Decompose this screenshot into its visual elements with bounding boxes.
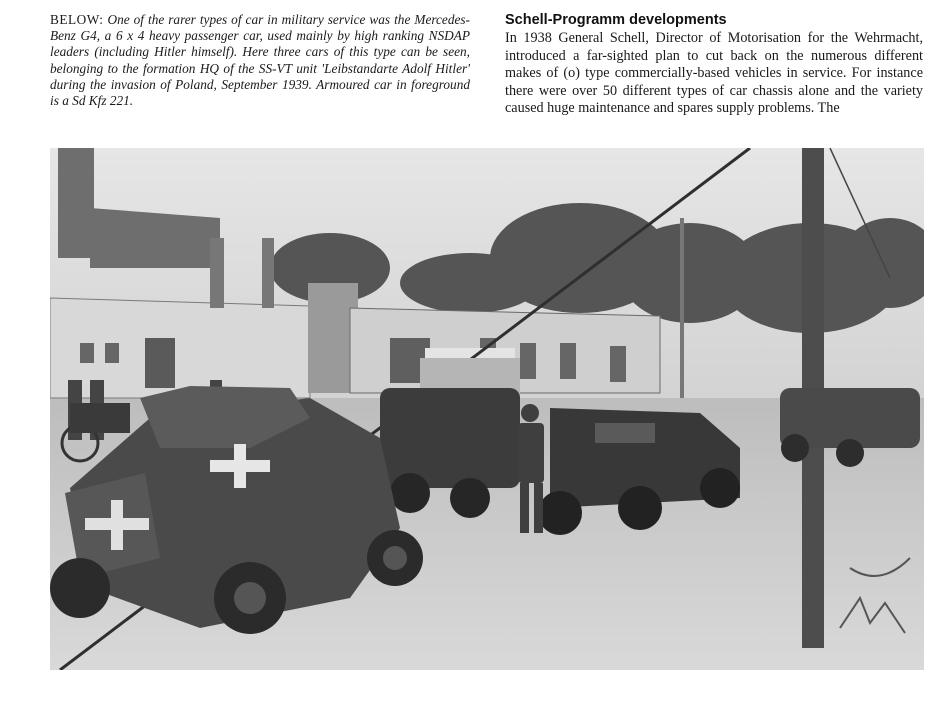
caption-text: One of the rarer types of car in military service was the Mercedes-Benz G4, a 6 x 4 heavy passenger car, used mainly by high ranking NSDAP leaders (including Hitler himself). Here three cars of this type can be seen, belonging to the formation HQ of the SS-VT unit 'Leibstandarte Adolf Hitler' during the invasion of Poland, September 1939. Armoured car in foreground is a Sd Kfz 221. (50, 12, 470, 109)
section-heading: Schell-Programm developments (505, 12, 727, 28)
archival-photo (50, 148, 924, 670)
caption-lead: BELOW: (50, 12, 104, 27)
photo-caption (50, 12, 470, 109)
section-body-text: In 1938 General Schell, Director of Motorisation for the Wehrmacht, introduced a far-sighted plan to cut back on the numerous different makes of (o) type commercially-based vehicles in service. For instance there were over 50 different types of car chassis alone and the variety caused huge maintenance and spares supply problems. The (505, 30, 923, 116)
